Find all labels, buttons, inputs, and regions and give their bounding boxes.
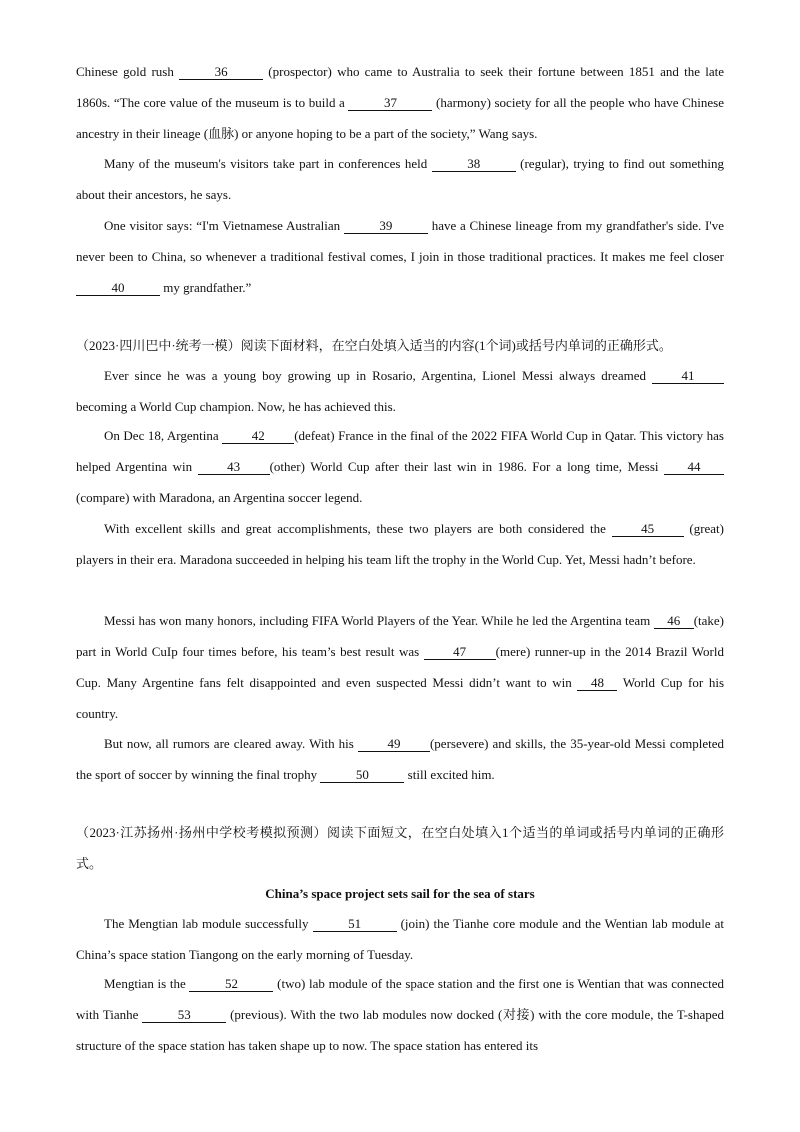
passage1-paragraph-2: Many of the museum's visitors take part in conferences held 38 (regular), trying to find out something about their ancestors, he says. xyxy=(76,156,724,202)
passage3-paragraph-1: The Mengtian lab module successfully 51 (join) the Tianhe core module and the Wentian lab module at China’s space station Tiangong on the early morning of Tuesday. xyxy=(76,916,724,962)
passage2-heading: （2023·四川巴中·统考一模）阅读下面材料，在空白处填入适当的内容(1个词)或括号内单词的正确形式。 xyxy=(76,338,672,353)
blank-45[interactable]: 45 xyxy=(612,521,684,537)
blank-53[interactable]: 53 xyxy=(142,1007,226,1023)
passage2-paragraph-5: But now, all rumors are cleared away. With his 49 (persevere) and skills, the 35-year-old Messi completed the sport of soccer by winning the final trophy 50 still excited him. xyxy=(76,736,724,782)
blank-47[interactable]: 47 xyxy=(424,644,496,660)
passage1-paragraph-1: Chinese gold rush 36 (prospector) who came to Australia to seek their fortune between 1851 and the late 1860s. “The core value of the museum is to build a 37 (harmony) society for all the people who have Chinese ancestry in their lineage (血脉) or anyone hoping to be a part of the society,” Wang says. xyxy=(76,64,725,141)
blank-39[interactable]: 39 xyxy=(344,218,428,234)
passage3-paragraph-2: Mengtian is the 52 (two) lab module of the space station and the first one is Wentian that was connected with Tianhe 53 (previous). With the two lab modules now docked (对接) with the core module, the T-shaped structure of the space station has taken shape up to now. The space station has entered its xyxy=(76,976,725,1053)
passage3-title: China’s space project sets sail for the sea of stars xyxy=(265,886,535,901)
blank-38[interactable]: 38 xyxy=(432,156,516,172)
passage2-paragraph-4: Messi has won many honors, including FIFA World Players of the Year. While he led the Argentina team 46 (take) part in World CuIp four times before, his team’s best result was 47 (mere) runner-up in the 2014 Brazil World Cup. Many Argentine fans felt disappointed and even suspected Messi didn’t want to win 48 World Cup for his country. xyxy=(76,613,724,721)
blank-48[interactable]: 48 xyxy=(577,675,617,691)
passage2-paragraph-1: Ever since he was a young boy growing up in Rosario, Argentina, Lionel Messi always dreamed 41 becoming a World Cup champion. Now, he has achieved this. xyxy=(76,360,724,422)
blank-40[interactable]: 40 xyxy=(76,280,160,296)
blank-36[interactable]: 36 xyxy=(179,64,263,80)
blank-37[interactable]: 37 xyxy=(348,95,432,111)
passage1-paragraph-3: One visitor says: “I'm Vietnamese Australian 39 have a Chinese lineage from my grandfather's side. I've never been to China, so whenever a traditional festival comes, I join in those traditional practices. It makes me feel closer 40 my grandfather.” xyxy=(76,218,724,295)
blank-50[interactable]: 50 xyxy=(320,767,404,783)
passage2-paragraph-3: With excellent skills and great accomplishments, these two players are both considered the 45 (great) players in their era. Maradona succeeded in helping his team lift the trophy in the World Cup. Yet, Messi hadn’t before. xyxy=(76,521,725,567)
blank-42[interactable]: 42 xyxy=(222,428,294,444)
passage3-heading: （2023·江苏扬州·扬州中学校考模拟预测）阅读下面短文，在空白处填入1个适当的单词或括号内单词的正确形式。 xyxy=(76,825,724,871)
blank-51[interactable]: 51 xyxy=(313,916,397,932)
blank-49[interactable]: 49 xyxy=(358,736,430,752)
blank-52[interactable]: 52 xyxy=(189,976,273,992)
blank-44[interactable]: 44 xyxy=(664,459,724,475)
blank-43[interactable]: 43 xyxy=(198,459,270,475)
passage2-paragraph-2: On Dec 18, Argentina 42 (defeat) France in the final of the 2022 FIFA World Cup in Qatar. This victory has helped Argentina win 43 (other) World Cup after their last win in 1986. For a long time, Messi 44(compare) with Maradona, an Argentina soccer legend. xyxy=(76,428,724,505)
blank-41[interactable]: 41 xyxy=(652,368,724,384)
blank-46[interactable]: 46 xyxy=(654,613,694,629)
